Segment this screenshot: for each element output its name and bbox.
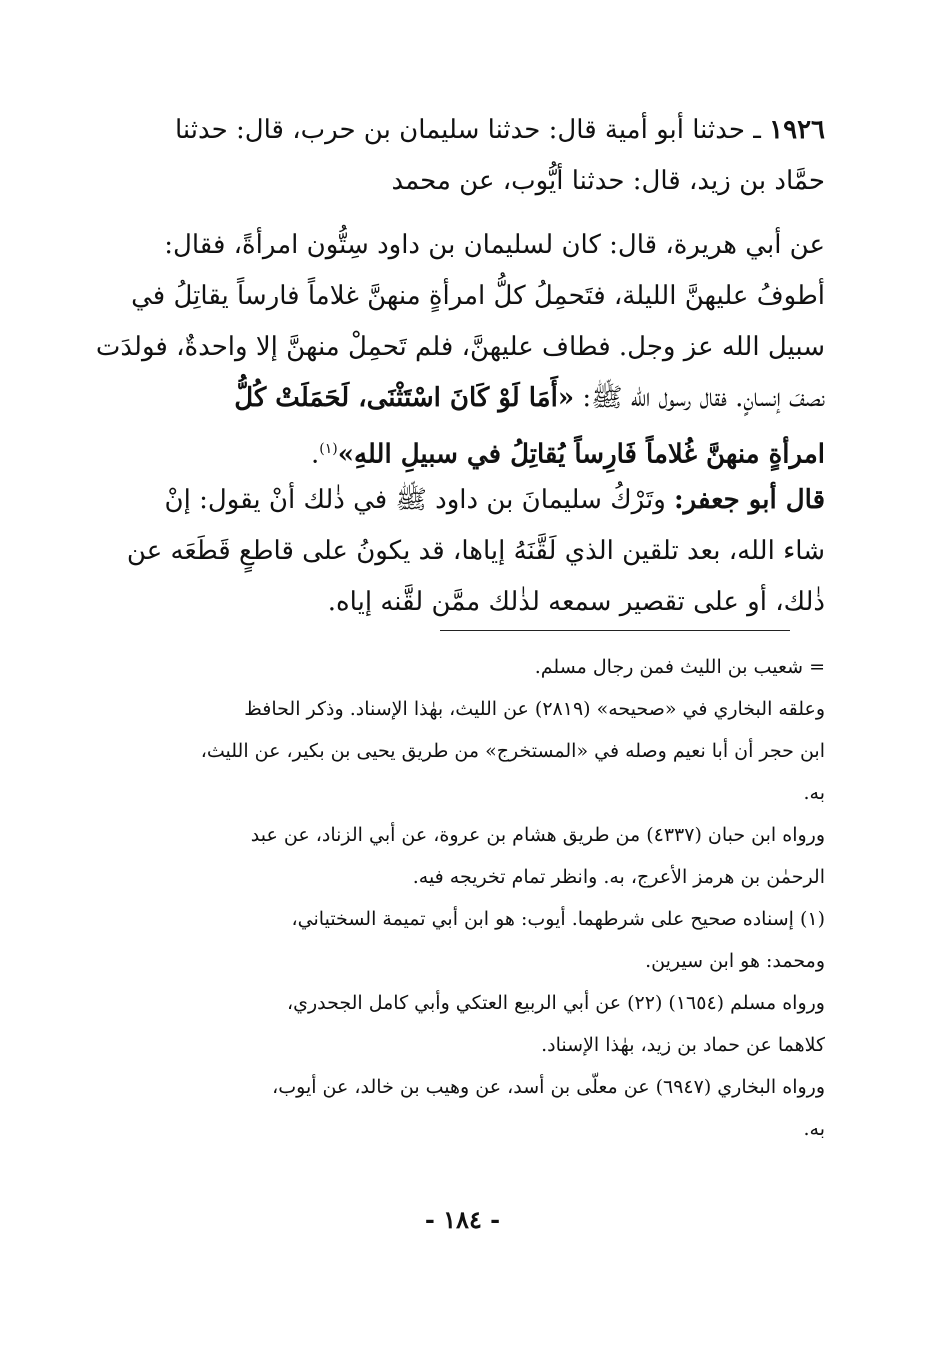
isnad-line: حمَّاد بن زيد، قال: حدثنا أيُّوب، عن محمد [391,166,825,196]
matn-line [95,373,825,424]
hadith-number: ١٩٢٦ [769,115,825,145]
commentary-text: وتَرْكُ سليمانَ بن داود ﷺ في ذٰلك أنْ يقول: إنْ [164,485,666,515]
matn-line: أطوفُ عليهنَّ الليلة، فتَحمِلُ كلُّ امرأةٍ منهنَّ غلاماً فارساً يقاتِلُ في [131,281,825,311]
footnote-line: = شعيب بن الليث فمن رجال مسلم. [534,656,825,678]
footnote-line: كلاهما عن حماد بن زيد، بهٰذا الإسناد. [541,1034,825,1056]
matn-line: عن أبي هريرة، قال: كان لسليمان بن داود سِتُّون امرأةً، فقال: [164,230,825,260]
prophetic-quote: «أَمَا لَوْ كَانَ اسْتَثْنَى، لَحَمَلَتْ كُلُّ [234,383,575,413]
matn-text: نصفَ إنسانٍ. فقال رسول الله ﷺ: [582,383,825,413]
footnote-line: ورواه البخاري (٦٩٤٧) عن معلّى بن أسد، عن وهيب بن خالد، عن أيوب، [272,1076,825,1098]
footnote-line: به. [803,782,825,804]
commentary-line: شاء الله، بعد تلقين الذي لَقَّنَهُ إياها، قد يكونُ على قاطعٍ قَطَعَه عن [126,536,825,566]
commentary-line [95,475,825,526]
commentary [95,475,825,628]
hadith-matn [95,220,825,481]
footnote-line: ابن حجر أن أبا نعيم وصله في «المستخرج» من طريق يحيى بن بكير، عن الليث، [200,740,825,762]
footnote-line: ومحمد: هو ابن سيرين. [645,950,825,972]
footnote-line: ورواه ابن حبان (٤٣٣٧) من طريق هشام بن عروة، عن أبي الزناد، عن عبد [250,824,825,846]
footnote-line: (١) إسناده صحيح على شرطهما. أيوب: هو ابن أبي تميمة السختياني، [291,908,825,930]
isnad-text: ـ حدثنا أبو أمية قال: حدثنا سليمان بن حرب، قال: حدثنا [175,115,761,145]
hadith-isnad [95,105,825,207]
footnote-line: وعلقه البخاري في «صحيحه» (٢٨١٩) عن الليث، بهٰذا الإسناد. وذكر الحافظ [244,698,825,720]
page-number: - ١٨٤ - [424,1205,501,1234]
footnote-separator [440,630,790,631]
footnotes [95,646,825,1150]
footnote-line: ورواه مسلم (١٦٥٤) (٢٢) عن أبي الربيع العتكي وأبي كامل الجحدري، [286,992,825,1014]
isnad-line [95,105,825,156]
prophetic-quote: امرأةٍ منهنَّ غُلاماً فَارِساً يُقاتِلُ في سبيلِ اللهِ» [337,439,825,470]
commentary-line: ذٰلك، أو على تقصير سمعه لذٰلك ممَّن لقَّنه إياه. [327,587,825,617]
matn-line: سبيل الله عز وجل. فطاف عليهنَّ، فلم تَحمِلْ منهنَّ إلا واحدةٌ، فولدَت [95,332,825,362]
footnote-line: الرحمٰن بن هرمز الأعرج، به. وانظر تمام تخريجه فيه. [412,866,825,888]
footnote-line: به. [803,1118,825,1140]
matn-line: امرأةٍ منهنَّ غُلاماً فَارِساً يُقاتِلُ في سبيلِ اللهِ»$^{(١)}$. [310,439,825,470]
footnote-reference: (١) [319,441,338,457]
commentary-speaker: قال أبو جعفر: [674,485,825,515]
